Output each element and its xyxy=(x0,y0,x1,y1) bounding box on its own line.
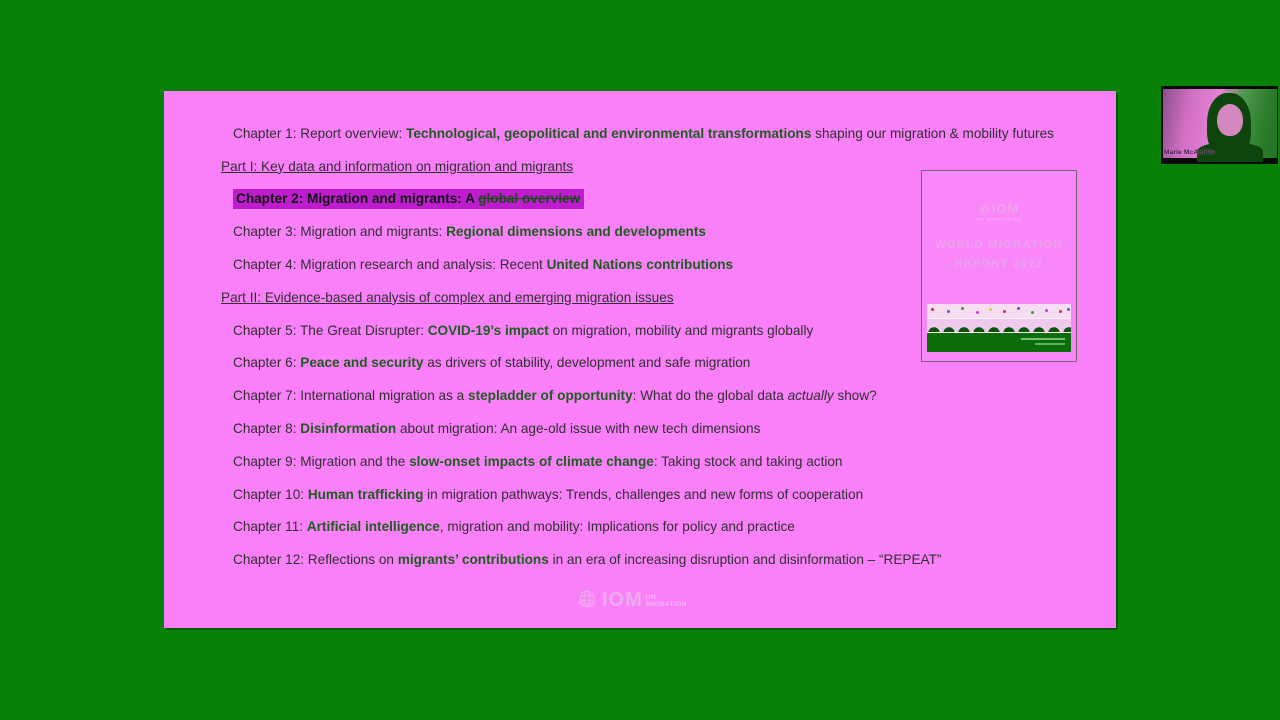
toc-chapter-line: Chapter 11: Artificial intelligence, migration and mobility: Implications for policy and practice xyxy=(233,519,795,535)
cover-title xyxy=(922,236,1076,274)
cover-illustration-strip xyxy=(927,304,1071,352)
toc-chapter-line: Chapter 6: Peace and security as drivers of stability, development and safe migration xyxy=(233,355,751,371)
globe-laurel-icon xyxy=(576,587,598,614)
cover-illustration-arches xyxy=(927,319,1071,333)
presenter-face xyxy=(1217,104,1243,136)
toc-chapter-line: Chapter 2: Migration and migrants: A global overview xyxy=(164,183,1116,216)
cover-green-band xyxy=(927,333,1071,352)
webcam-video xyxy=(1163,89,1277,158)
cover-logo-text: IOM xyxy=(991,201,1020,216)
footer-logo-subtitle: UN MIGRATION xyxy=(645,593,687,608)
toc-part-heading: Part II: Evidence-based analysis of complex and emerging migration issues xyxy=(221,289,674,305)
toc-chapter-line: Chapter 4: Migration research and analysis: Recent United Nations contributions xyxy=(233,257,734,273)
participant-name-label: Marie McAuliffe xyxy=(1164,149,1216,156)
toc-part-heading: Part I: Key data and information on migration and migrants xyxy=(221,158,574,174)
toc-chapter-line: Chapter 8: Disinformation about migration: An age-old issue with new tech dimensions xyxy=(233,421,761,437)
report-cover-thumbnail xyxy=(921,170,1077,362)
cover-title-line1: WORLD MIGRATION xyxy=(935,239,1063,251)
footer-logo-text: IOM xyxy=(602,589,643,611)
toc-chapter-line: Chapter 5: The Great Disrupter: COVID-19’s impact on migration, mobility and migrants globally xyxy=(233,322,814,338)
iom-un-migration-logo xyxy=(576,587,687,614)
toc-chapter-line: Chapter 9: Migration and the slow-onset impacts of climate change: Taking stock and taking action xyxy=(233,453,843,469)
toc-chapter-line: Chapter 3: Migration and migrants: Regional dimensions and developments xyxy=(233,224,706,240)
presentation-slide xyxy=(164,91,1116,628)
decorative-dots xyxy=(931,308,934,311)
toc-chapter-line: Chapter 1: Report overview: Technological, geopolitical and environmental transformations shaping our migration & mobility futures xyxy=(233,125,1054,141)
cover-title-line2: REPORT 2022 xyxy=(954,258,1044,270)
cover-illustration-figures xyxy=(927,304,1071,319)
cover-iom-logo xyxy=(922,203,1076,215)
toc-chapter-line: Chapter 10: Human trafficking in migration pathways: Trends, challenges and new forms of cooperation xyxy=(233,486,864,502)
toc-chapter-line: Chapter 12: Reflections on migrants’ contributions in an era of increasing disruption and disinformation – “REPEAT” xyxy=(233,552,942,568)
webcam-thumbnail[interactable] xyxy=(1161,86,1278,164)
toc-chapter-line: Chapter 7: International migration as a stepladder of opportunity: What do the global data actually show? xyxy=(233,388,877,404)
cover-logo-subtitle: UN MIGRATION xyxy=(976,217,1022,222)
globe-icon xyxy=(979,201,992,216)
